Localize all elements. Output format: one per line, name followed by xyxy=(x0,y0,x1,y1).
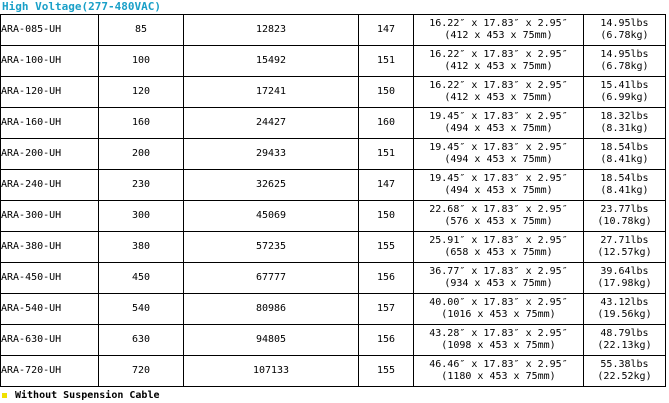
dimensions-inches: 16.22″ x 17.83″ x 2.95″ xyxy=(429,49,568,60)
weight-lbs: 23.77lbs xyxy=(600,204,649,215)
dimensions-inches: 16.22″ x 17.83″ x 2.95″ xyxy=(429,18,568,29)
value-cell: 15492 xyxy=(184,46,359,77)
model-cell: ARA-120-UH xyxy=(1,77,99,108)
dimensions-inches: 40.00″ x 17.83″ x 2.95″ xyxy=(429,297,568,308)
value-cell: 300 xyxy=(99,201,184,232)
table-row xyxy=(1,46,666,77)
weight-cell xyxy=(584,201,666,232)
spec-table-body xyxy=(1,15,666,387)
weight-lbs: 15.41lbs xyxy=(600,80,649,91)
dimensions-mm: (658 x 453 x 75mm) xyxy=(444,247,553,258)
model-cell: ARA-100-UH xyxy=(1,46,99,77)
dimensions-mm: (1016 x 453 x 75mm) xyxy=(441,309,556,320)
value-cell: 156 xyxy=(359,325,414,356)
dimensions-mm: (494 x 453 x 75mm) xyxy=(444,154,553,165)
value-cell: 230 xyxy=(99,170,184,201)
table-row xyxy=(1,170,666,201)
dimensions-mm: (412 x 453 x 75mm) xyxy=(444,92,553,103)
weight-lbs: 55.38lbs xyxy=(600,359,649,370)
weight-kg: (22.13kg) xyxy=(597,340,652,351)
value-cell: 200 xyxy=(99,139,184,170)
value-cell: 80986 xyxy=(184,294,359,325)
weight-lbs: 43.12lbs xyxy=(600,297,649,308)
dimensions-mm: (1180 x 453 x 75mm) xyxy=(441,371,556,382)
weight-lbs: 18.54lbs xyxy=(600,142,649,153)
weight-kg: (8.31kg) xyxy=(600,123,649,134)
table-row xyxy=(1,232,666,263)
weight-cell xyxy=(584,263,666,294)
weight-lbs: 18.32lbs xyxy=(600,111,649,122)
value-cell: 151 xyxy=(359,46,414,77)
dimensions-inches: 19.45″ x 17.83″ x 2.95″ xyxy=(429,142,568,153)
model-cell: ARA-540-UH xyxy=(1,294,99,325)
value-cell: 12823 xyxy=(184,15,359,46)
value-cell: 380 xyxy=(99,232,184,263)
weight-lbs: 14.95lbs xyxy=(600,49,649,60)
weight-cell xyxy=(584,356,666,387)
dimensions-inches: 19.45″ x 17.83″ x 2.95″ xyxy=(429,111,568,122)
model-cell: ARA-450-UH xyxy=(1,263,99,294)
value-cell: 160 xyxy=(99,108,184,139)
table-row xyxy=(1,263,666,294)
footnote-text: Without Suspension Cable xyxy=(15,390,160,401)
weight-kg: (17.98kg) xyxy=(597,278,652,289)
value-cell: 720 xyxy=(99,356,184,387)
table-row xyxy=(1,356,666,387)
value-cell: 155 xyxy=(359,232,414,263)
value-cell: 156 xyxy=(359,263,414,294)
dimensions-inches: 43.28″ x 17.83″ x 2.95″ xyxy=(429,328,568,339)
value-cell: 540 xyxy=(99,294,184,325)
value-cell: 450 xyxy=(99,263,184,294)
weight-cell xyxy=(584,325,666,356)
weight-kg: (8.41kg) xyxy=(600,185,649,196)
dimensions-mm: (1098 x 453 x 75mm) xyxy=(441,340,556,351)
value-cell: 29433 xyxy=(184,139,359,170)
weight-kg: (10.78kg) xyxy=(597,216,652,227)
dimensions-inches: 25.91″ x 17.83″ x 2.95″ xyxy=(429,235,568,246)
bullet-icon xyxy=(2,393,7,398)
weight-cell xyxy=(584,15,666,46)
weight-kg: (6.78kg) xyxy=(600,61,649,72)
weight-kg: (8.41kg) xyxy=(600,154,649,165)
weight-kg: (22.52kg) xyxy=(597,371,652,382)
weight-lbs: 48.79lbs xyxy=(600,328,649,339)
weight-cell xyxy=(584,108,666,139)
weight-cell xyxy=(584,139,666,170)
value-cell: 150 xyxy=(359,201,414,232)
value-cell: 155 xyxy=(359,356,414,387)
dimensions-cell xyxy=(414,325,584,356)
dimensions-cell xyxy=(414,170,584,201)
dimensions-mm: (494 x 453 x 75mm) xyxy=(444,123,553,134)
dimensions-cell xyxy=(414,108,584,139)
model-cell: ARA-630-UH xyxy=(1,325,99,356)
value-cell: 157 xyxy=(359,294,414,325)
dimensions-inches: 36.77″ x 17.83″ x 2.95″ xyxy=(429,266,568,277)
value-cell: 630 xyxy=(99,325,184,356)
weight-cell xyxy=(584,46,666,77)
dimensions-cell xyxy=(414,77,584,108)
dimensions-inches: 22.68″ x 17.83″ x 2.95″ xyxy=(429,204,568,215)
weight-kg: (6.78kg) xyxy=(600,30,649,41)
dimensions-cell xyxy=(414,139,584,170)
value-cell: 120 xyxy=(99,77,184,108)
dimensions-inches: 19.45″ x 17.83″ x 2.95″ xyxy=(429,173,568,184)
dimensions-cell xyxy=(414,294,584,325)
footnote xyxy=(2,389,160,402)
weight-lbs: 39.64lbs xyxy=(600,266,649,277)
weight-lbs: 18.54lbs xyxy=(600,173,649,184)
weight-kg: (6.99kg) xyxy=(600,92,649,103)
dimensions-mm: (494 x 453 x 75mm) xyxy=(444,185,553,196)
model-cell: ARA-720-UH xyxy=(1,356,99,387)
dimensions-mm: (412 x 453 x 75mm) xyxy=(444,61,553,72)
table-row xyxy=(1,77,666,108)
section-title: High Voltage(277-480VAC) xyxy=(2,0,161,13)
value-cell: 107133 xyxy=(184,356,359,387)
value-cell: 67777 xyxy=(184,263,359,294)
spec-table xyxy=(0,14,666,387)
table-row xyxy=(1,108,666,139)
model-cell: ARA-300-UH xyxy=(1,201,99,232)
model-cell: ARA-160-UH xyxy=(1,108,99,139)
value-cell: 100 xyxy=(99,46,184,77)
weight-kg: (19.56kg) xyxy=(597,309,652,320)
value-cell: 94805 xyxy=(184,325,359,356)
model-cell: ARA-380-UH xyxy=(1,232,99,263)
dimensions-mm: (412 x 453 x 75mm) xyxy=(444,30,553,41)
dimensions-cell xyxy=(414,46,584,77)
model-cell: ARA-240-UH xyxy=(1,170,99,201)
value-cell: 17241 xyxy=(184,77,359,108)
table-row xyxy=(1,325,666,356)
table-row xyxy=(1,139,666,170)
value-cell: 147 xyxy=(359,15,414,46)
value-cell: 45069 xyxy=(184,201,359,232)
weight-lbs: 14.95lbs xyxy=(600,18,649,29)
dimensions-mm: (576 x 453 x 75mm) xyxy=(444,216,553,227)
dimensions-mm: (934 x 453 x 75mm) xyxy=(444,278,553,289)
weight-cell xyxy=(584,232,666,263)
dimensions-inches: 16.22″ x 17.83″ x 2.95″ xyxy=(429,80,568,91)
model-cell: ARA-200-UH xyxy=(1,139,99,170)
weight-cell xyxy=(584,294,666,325)
weight-cell xyxy=(584,77,666,108)
dimensions-cell xyxy=(414,263,584,294)
value-cell: 147 xyxy=(359,170,414,201)
value-cell: 57235 xyxy=(184,232,359,263)
value-cell: 24427 xyxy=(184,108,359,139)
table-row xyxy=(1,201,666,232)
value-cell: 160 xyxy=(359,108,414,139)
dimensions-inches: 46.46″ x 17.83″ x 2.95″ xyxy=(429,359,568,370)
dimensions-cell xyxy=(414,232,584,263)
dimensions-cell xyxy=(414,15,584,46)
value-cell: 85 xyxy=(99,15,184,46)
value-cell: 150 xyxy=(359,77,414,108)
table-row xyxy=(1,15,666,46)
weight-cell xyxy=(584,170,666,201)
dimensions-cell xyxy=(414,201,584,232)
weight-lbs: 27.71lbs xyxy=(600,235,649,246)
weight-kg: (12.57kg) xyxy=(597,247,652,258)
value-cell: 151 xyxy=(359,139,414,170)
dimensions-cell xyxy=(414,356,584,387)
model-cell: ARA-085-UH xyxy=(1,15,99,46)
table-row xyxy=(1,294,666,325)
value-cell: 32625 xyxy=(184,170,359,201)
